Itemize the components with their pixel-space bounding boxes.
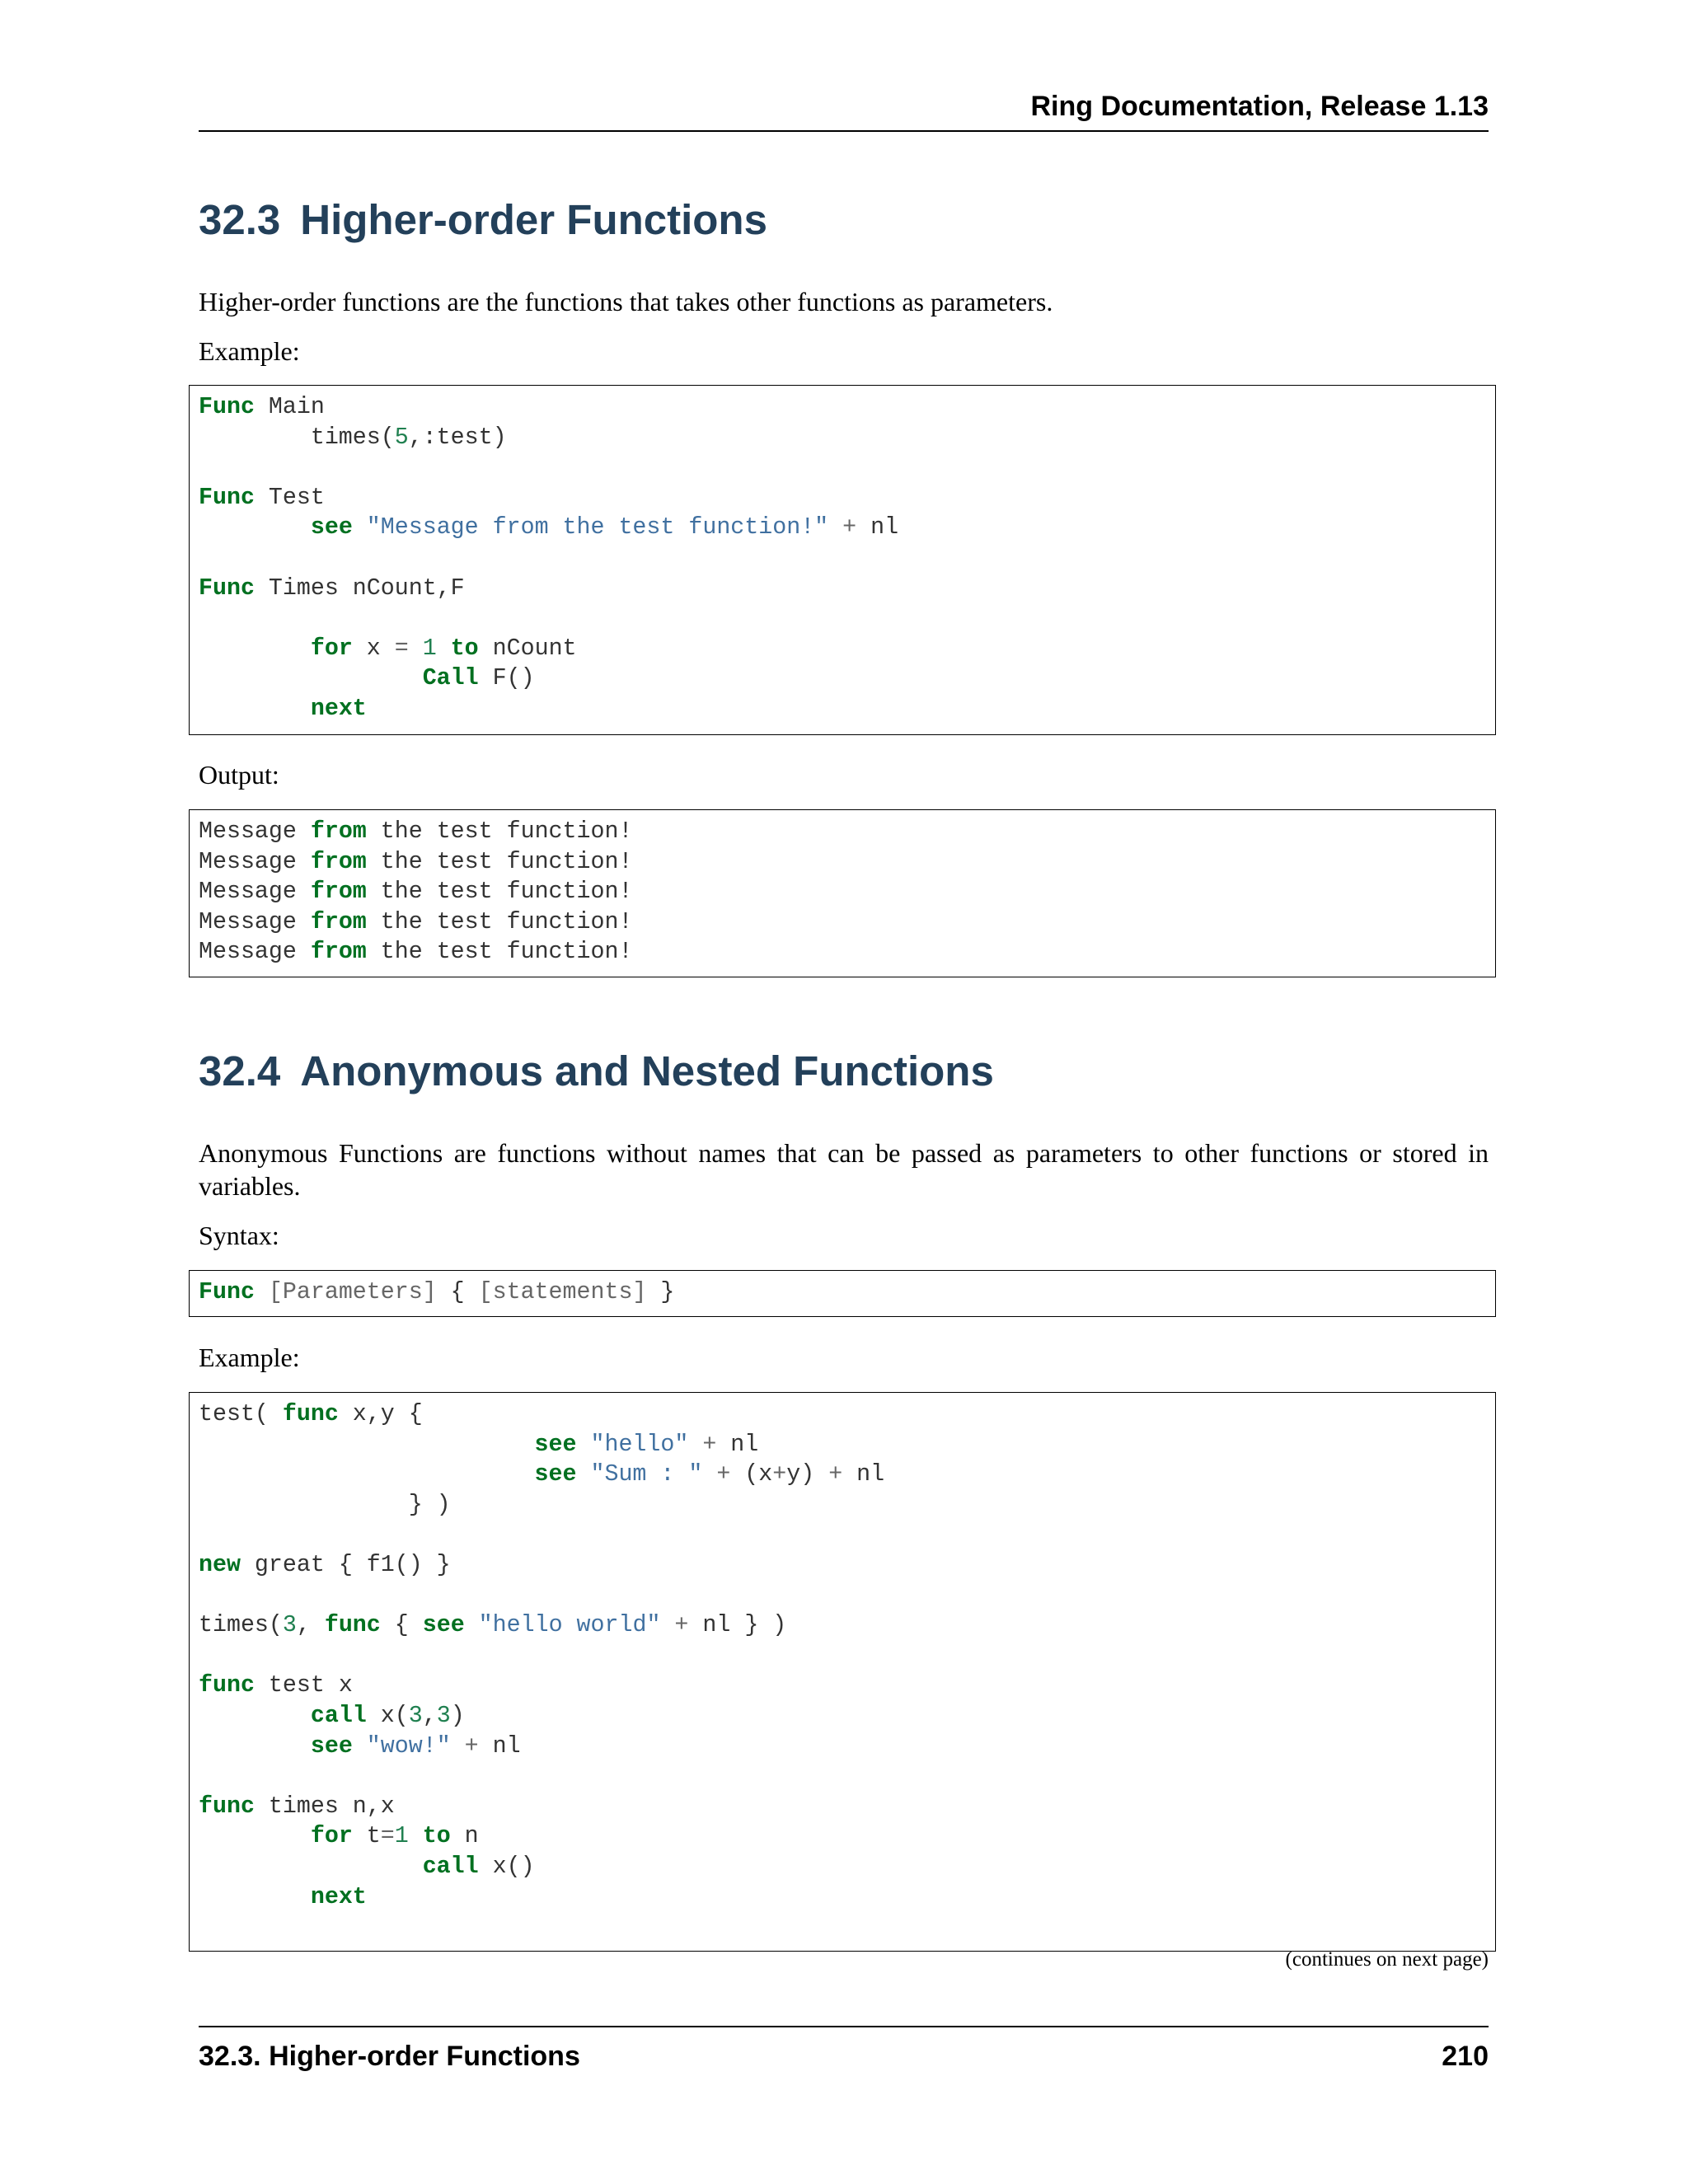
code-line <box>199 485 325 511</box>
code-keyword: see <box>310 1732 353 1760</box>
code-line <box>199 1854 535 1880</box>
code-text <box>199 1432 535 1458</box>
code-line <box>199 909 632 935</box>
section-number: 32.4 <box>199 1047 281 1094</box>
code-operator: + <box>716 1461 731 1488</box>
code-text: , <box>296 1612 325 1639</box>
code-keyword: next <box>310 1883 367 1910</box>
code-text: Message <box>199 818 311 845</box>
code-line <box>199 1733 521 1760</box>
code-keyword: from <box>310 939 367 966</box>
code-text <box>199 514 311 541</box>
code-number: 1 <box>422 635 437 662</box>
section-intro: Anonymous Functions are functions without names that can be passed as parameters to other functions or stored in variables. <box>199 1138 1489 1201</box>
footer-section: 32.3. Higher-order Functions <box>199 2041 580 2072</box>
code-text: Times nCount,F <box>254 574 465 602</box>
section-title: Higher-order Functions <box>300 196 767 243</box>
code-string: "wow!" <box>366 1732 451 1760</box>
code-keyword: see <box>534 1431 577 1458</box>
code-line <box>199 635 577 662</box>
code-keyword: for <box>310 1823 353 1850</box>
code-text <box>688 1432 702 1458</box>
code-operator: + <box>464 1732 479 1760</box>
code-line <box>199 818 632 845</box>
code-line <box>199 939 632 965</box>
code-listing <box>190 810 1495 968</box>
code-block-syntax <box>189 1270 1496 1317</box>
code-line <box>199 1884 367 1910</box>
code-text <box>828 514 842 541</box>
code-keyword: Func <box>199 394 255 420</box>
code-line <box>199 575 465 602</box>
code-keyword: from <box>310 879 367 906</box>
code-text: y) <box>786 1461 829 1488</box>
code-number: 3 <box>436 1702 451 1729</box>
code-line <box>199 394 325 420</box>
code-text: ,:test) <box>408 424 507 451</box>
code-text: x <box>352 635 395 662</box>
code-number: 3 <box>408 1702 423 1729</box>
code-text <box>409 635 423 662</box>
section-number: 32.3 <box>199 196 281 243</box>
code-operator: + <box>772 1461 787 1488</box>
code-text: the test function! <box>366 939 633 966</box>
code-block-example <box>189 385 1496 735</box>
code-text: the test function! <box>366 848 633 875</box>
code-keyword: to <box>450 635 479 662</box>
example-label: Example: <box>199 336 300 366</box>
code-text <box>199 1733 311 1760</box>
code-text <box>465 1612 479 1638</box>
code-text: nl } ) <box>688 1612 787 1639</box>
code-keyword: from <box>310 818 367 845</box>
code-text <box>409 1823 423 1849</box>
code-keyword: from <box>310 908 367 935</box>
output-label: Output: <box>199 760 279 790</box>
code-text: test x <box>254 1672 353 1699</box>
code-string: "Message from the test function!" <box>366 514 829 541</box>
code-text <box>577 1432 591 1458</box>
code-keyword: call <box>422 1853 479 1880</box>
document-title: Ring Documentation, Release 1.13 <box>1030 91 1489 122</box>
code-line <box>199 879 632 905</box>
code-text: test( <box>199 1401 283 1427</box>
code-line <box>199 1492 451 1518</box>
code-operator: [Parameters] <box>268 1279 437 1305</box>
code-operator: = <box>394 635 409 662</box>
code-text: , <box>422 1702 437 1729</box>
code-keyword: func <box>282 1401 339 1427</box>
code-operator: [statements] <box>478 1279 647 1305</box>
code-line <box>199 1672 353 1699</box>
running-header <box>199 89 1489 132</box>
code-keyword: func <box>199 1672 255 1699</box>
code-keyword: Func <box>199 574 255 602</box>
example-label: Example: <box>199 1343 300 1372</box>
code-block-example <box>189 1392 1496 1952</box>
code-operator: + <box>828 1461 843 1488</box>
code-text: F() <box>478 665 535 692</box>
code-line <box>199 424 507 451</box>
code-line <box>199 849 632 875</box>
code-line <box>199 1612 786 1638</box>
section-heading-anonymous <box>199 1047 994 1095</box>
code-listing <box>190 1393 1495 1912</box>
code-line <box>199 1823 479 1849</box>
code-keyword: to <box>422 1823 451 1850</box>
code-text <box>199 1854 423 1880</box>
code-text: { <box>436 1279 479 1305</box>
code-text <box>199 1461 535 1488</box>
code-line <box>199 1401 423 1427</box>
code-text: Message <box>199 848 311 875</box>
code-keyword: Call <box>422 665 479 692</box>
code-string: "hello" <box>590 1431 689 1458</box>
code-text <box>199 635 311 662</box>
code-text: the test function! <box>366 879 633 906</box>
code-text: } ) <box>199 1491 451 1518</box>
code-keyword: see <box>310 514 353 541</box>
code-text <box>199 1823 311 1849</box>
code-line <box>199 1552 451 1578</box>
code-keyword: next <box>310 695 367 722</box>
code-text <box>437 635 451 662</box>
code-text: times n,x <box>254 1793 395 1820</box>
code-line <box>199 696 367 722</box>
code-number: 1 <box>394 1823 409 1850</box>
code-keyword: call <box>310 1702 367 1729</box>
code-text: ) <box>450 1702 465 1729</box>
code-text: x() <box>478 1853 535 1880</box>
code-string: "Sum : " <box>590 1461 703 1488</box>
code-operator: = <box>380 1823 395 1850</box>
code-text <box>353 1733 367 1760</box>
code-text: Main <box>254 394 325 420</box>
code-line <box>199 1793 395 1820</box>
syntax-label: Syntax: <box>199 1221 279 1250</box>
code-keyword: from <box>310 848 367 875</box>
code-text: nl <box>716 1431 759 1458</box>
code-line <box>199 1703 465 1729</box>
code-text <box>660 1612 674 1638</box>
code-text <box>199 665 423 691</box>
code-keyword: func <box>324 1612 381 1639</box>
code-keyword: Func <box>199 484 255 511</box>
code-keyword: for <box>310 635 353 662</box>
code-block-output <box>189 809 1496 977</box>
code-text: n <box>450 1823 479 1850</box>
code-text: nl <box>842 1461 885 1488</box>
section-intro: Higher-order functions are the functions that takes other functions as parameters. <box>199 287 1053 316</box>
code-number: 5 <box>394 424 409 451</box>
code-text: nCount <box>478 635 577 662</box>
code-text: times( <box>199 1612 283 1639</box>
code-text: { <box>380 1612 423 1639</box>
code-listing <box>190 386 1495 724</box>
code-number: 3 <box>282 1612 297 1639</box>
code-text: Message <box>199 879 311 906</box>
code-text: nl <box>856 514 899 541</box>
code-keyword: Func <box>199 1279 255 1305</box>
code-text: } <box>646 1279 675 1305</box>
code-text: Test <box>254 484 325 511</box>
code-string: "hello world" <box>478 1612 661 1639</box>
continues-note: (continues on next page) <box>1285 1948 1489 1971</box>
page-number: 210 <box>1442 2041 1489 2072</box>
code-line <box>199 1279 674 1305</box>
section-heading-higher-order <box>199 195 767 244</box>
code-text: times( <box>199 424 395 451</box>
running-footer <box>199 2026 1489 2077</box>
code-text: Message <box>199 908 311 935</box>
section-title: Anonymous and Nested Functions <box>300 1047 994 1094</box>
code-line <box>199 1461 884 1488</box>
code-line <box>199 665 535 691</box>
code-text <box>199 1884 311 1910</box>
code-text <box>199 1703 311 1729</box>
code-keyword: func <box>199 1793 255 1820</box>
code-line <box>199 1432 758 1458</box>
code-text <box>702 1461 716 1488</box>
code-text: t <box>352 1823 381 1850</box>
code-line <box>199 514 898 541</box>
code-keyword: new <box>199 1551 241 1578</box>
code-text: x( <box>366 1702 409 1729</box>
code-operator: + <box>842 514 857 541</box>
code-text: Message <box>199 939 311 966</box>
code-text <box>451 1733 465 1760</box>
code-text <box>255 1279 269 1305</box>
code-text <box>577 1461 591 1488</box>
code-text: great { f1() } <box>240 1551 451 1578</box>
code-text: x,y { <box>338 1401 423 1427</box>
code-text <box>199 696 311 722</box>
code-listing <box>190 1271 1495 1308</box>
code-text <box>353 514 367 541</box>
code-text: the test function! <box>366 818 633 845</box>
code-operator: + <box>702 1431 717 1458</box>
code-keyword: see <box>534 1461 577 1488</box>
code-keyword: see <box>422 1612 465 1639</box>
code-text: the test function! <box>366 908 633 935</box>
code-text: nl <box>478 1732 521 1760</box>
code-text: (x <box>730 1461 773 1488</box>
code-operator: + <box>674 1612 689 1639</box>
